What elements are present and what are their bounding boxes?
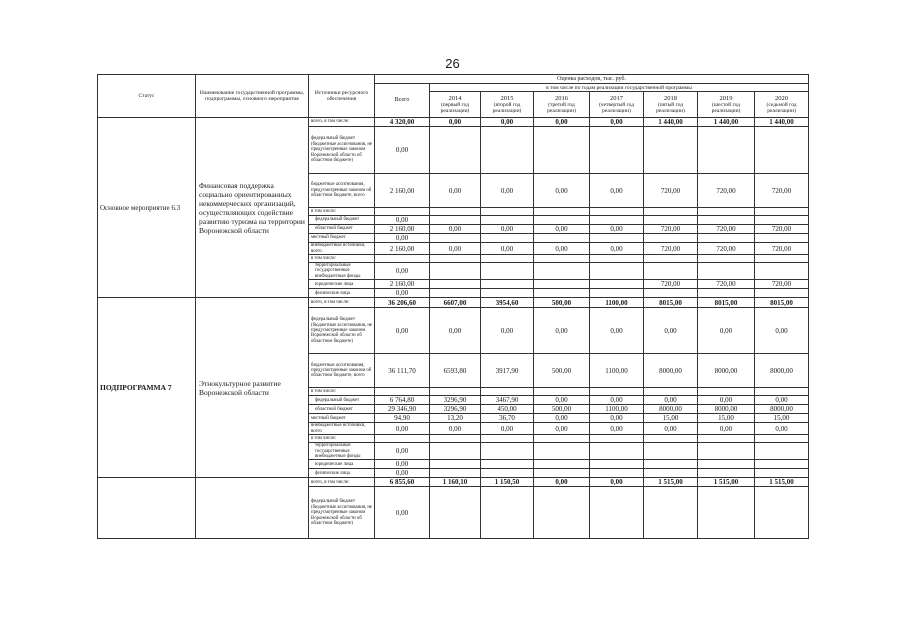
year-value: 1 440,00 — [644, 118, 698, 127]
year-value: 0,00 — [590, 414, 644, 423]
year-value: 0,00 — [755, 308, 809, 354]
year-value — [755, 388, 809, 396]
source-label: областной бюджет — [309, 405, 375, 414]
source-label: федеральный бюджет (бюджетные ассигнования, не предусмотренные законом Воронежской области об областном бюджете) — [309, 487, 375, 539]
year-value: 0,00 — [534, 423, 590, 435]
year-value: 3296,90 — [430, 405, 481, 414]
year-value: 0,00 — [534, 414, 590, 423]
year-value — [481, 443, 534, 460]
total-value: 2 160,00 — [375, 280, 430, 289]
year-value: 720,00 — [698, 280, 755, 289]
source-label: в том числе: — [309, 388, 375, 396]
year-value: 1 440,00 — [755, 118, 809, 127]
year-value: 0,00 — [590, 308, 644, 354]
year-value: 6607,00 — [430, 298, 481, 308]
source-label: местный бюджет — [309, 234, 375, 243]
header-year-number: 2018 — [664, 94, 677, 102]
year-value: 15,00 — [698, 414, 755, 423]
year-value: 720,00 — [644, 225, 698, 234]
block-name — [196, 478, 309, 539]
year-value: 720,00 — [755, 280, 809, 289]
year-value — [430, 487, 481, 539]
year-value — [755, 127, 809, 174]
year-value: 500,00 — [534, 354, 590, 388]
total-value: 0,00 — [375, 443, 430, 460]
year-value — [698, 435, 755, 443]
year-value — [698, 388, 755, 396]
total-value: 0,00 — [375, 127, 430, 174]
year-value: 8015,00 — [755, 298, 809, 308]
year-value — [481, 255, 534, 263]
table-row — [98, 298, 809, 308]
year-value — [481, 234, 534, 243]
year-value — [430, 435, 481, 443]
year-value — [698, 469, 755, 478]
budget-table — [97, 74, 809, 539]
year-value — [698, 289, 755, 298]
header-year-number: 2016 — [555, 94, 568, 102]
year-value — [481, 127, 534, 174]
year-value: 0,00 — [481, 423, 534, 435]
year-value — [534, 388, 590, 396]
source-label: всего, в том числе: — [309, 478, 375, 487]
year-value — [590, 435, 644, 443]
year-value — [755, 435, 809, 443]
page-number: 26 — [445, 56, 460, 71]
year-value — [590, 255, 644, 263]
source-label: федеральный бюджет — [309, 396, 375, 405]
total-value: 0,00 — [375, 423, 430, 435]
total-value: 2 160,00 — [375, 243, 430, 255]
header-name: Наименование государственной программы, подпрограммы, основного мероприятия — [196, 75, 309, 118]
year-value — [430, 280, 481, 289]
year-value: 8000,00 — [644, 354, 698, 388]
year-value — [481, 280, 534, 289]
header-year-number: 2015 — [500, 94, 514, 102]
source-label: внебюджетные источники, всего — [309, 423, 375, 435]
year-value: 0,00 — [590, 478, 644, 487]
header-status: Статус — [98, 75, 196, 118]
year-value: 0,00 — [481, 308, 534, 354]
year-value: 8000,00 — [644, 405, 698, 414]
year-value — [698, 216, 755, 225]
header-year — [481, 92, 534, 118]
year-value: 1 440,00 — [698, 118, 755, 127]
total-value: 36 111,70 — [375, 354, 430, 388]
year-value — [698, 234, 755, 243]
source-label: в том числе: — [309, 255, 375, 263]
year-value: 0,00 — [430, 118, 481, 127]
year-value: 0,00 — [698, 308, 755, 354]
total-value — [375, 255, 430, 263]
source-label: в том числе: — [309, 208, 375, 216]
year-value: 500,00 — [534, 298, 590, 308]
total-value — [375, 208, 430, 216]
block-name: Этнокультурное развитие Воронежской области — [196, 298, 309, 478]
header-year-number: 2019 — [719, 94, 733, 102]
year-value — [534, 208, 590, 216]
year-value: 8015,00 — [644, 298, 698, 308]
year-value — [481, 460, 534, 469]
total-value: 2 160,00 — [375, 225, 430, 234]
header-year-label: (седьмой год реализации) — [766, 101, 797, 114]
year-value: 36,70 — [481, 414, 534, 423]
year-value: 8000,00 — [698, 405, 755, 414]
year-value: 15,00 — [755, 414, 809, 423]
year-value — [430, 208, 481, 216]
year-value: 8000,00 — [755, 405, 809, 414]
year-value — [534, 216, 590, 225]
year-value: 720,00 — [698, 225, 755, 234]
year-value: 0,00 — [534, 174, 590, 208]
year-value — [590, 234, 644, 243]
year-value — [755, 443, 809, 460]
year-value — [644, 234, 698, 243]
year-value — [534, 255, 590, 263]
year-value — [534, 469, 590, 478]
year-value — [430, 469, 481, 478]
year-value: 0,00 — [590, 225, 644, 234]
year-value — [534, 127, 590, 174]
total-value: 0,00 — [375, 263, 430, 280]
year-value — [755, 255, 809, 263]
year-value — [698, 263, 755, 280]
year-value — [534, 263, 590, 280]
total-value: 4 320,00 — [375, 118, 430, 127]
year-value: 1 160,10 — [430, 478, 481, 487]
year-value: 0,00 — [481, 225, 534, 234]
year-value — [590, 388, 644, 396]
year-value — [481, 469, 534, 478]
year-value: 0,00 — [430, 423, 481, 435]
year-value — [534, 234, 590, 243]
total-value: 0,00 — [375, 487, 430, 539]
year-value — [644, 208, 698, 216]
year-value — [430, 263, 481, 280]
total-value: 0,00 — [375, 308, 430, 354]
source-label: в том числе: — [309, 435, 375, 443]
total-value: 0,00 — [375, 289, 430, 298]
year-value — [590, 469, 644, 478]
year-value — [698, 127, 755, 174]
year-value — [481, 263, 534, 280]
header-year-label: (четвертый год реализации) — [598, 101, 635, 114]
year-value: 0,00 — [481, 174, 534, 208]
year-value: 1 515,00 — [644, 478, 698, 487]
year-value — [430, 234, 481, 243]
source-label: всего, в том числе: — [309, 298, 375, 308]
year-value: 0,00 — [644, 308, 698, 354]
source-label: юридические лица — [309, 460, 375, 469]
year-value — [755, 208, 809, 216]
year-value: 6593,80 — [430, 354, 481, 388]
year-value: 1100,00 — [590, 354, 644, 388]
header-year — [430, 92, 481, 118]
block-name: Финансовая поддержка социально ориентированных некоммерческих организаций, осуществляющих содействие развитию туризма на территории Воронежской области — [196, 118, 309, 298]
header-year-number: 2017 — [610, 94, 623, 102]
year-value: 0,00 — [590, 174, 644, 208]
year-value: 0,00 — [430, 308, 481, 354]
year-value — [590, 127, 644, 174]
year-value: 13,20 — [430, 414, 481, 423]
year-value — [644, 469, 698, 478]
year-value: 3917,90 — [481, 354, 534, 388]
source-label: областной бюджет — [309, 225, 375, 234]
total-value: 36 206,60 — [375, 298, 430, 308]
total-value — [375, 388, 430, 396]
year-value — [644, 443, 698, 460]
year-value — [534, 289, 590, 298]
year-value: 0,00 — [430, 225, 481, 234]
year-value: 0,00 — [590, 396, 644, 405]
year-value: 720,00 — [755, 243, 809, 255]
header-year-label: (шестой год реализации) — [711, 101, 741, 114]
block-status: Основное мероприятие 6.3 — [98, 118, 196, 298]
table-row — [98, 478, 809, 487]
year-value: 8015,00 — [698, 298, 755, 308]
year-value — [644, 435, 698, 443]
total-value: 0,00 — [375, 460, 430, 469]
year-value — [430, 388, 481, 396]
year-value — [430, 127, 481, 174]
year-value — [481, 388, 534, 396]
source-label: местный бюджет — [309, 414, 375, 423]
year-value: 8000,00 — [755, 354, 809, 388]
year-value — [534, 487, 590, 539]
year-value: 0,00 — [481, 243, 534, 255]
header-year — [755, 92, 809, 118]
year-value: 0,00 — [644, 423, 698, 435]
year-value: 3954,60 — [481, 298, 534, 308]
year-value: 0,00 — [755, 396, 809, 405]
year-value — [534, 460, 590, 469]
header-year-label: (первый год реализации) — [440, 101, 470, 114]
year-value: 0,00 — [534, 225, 590, 234]
year-value: 1100,00 — [590, 405, 644, 414]
year-value — [590, 460, 644, 469]
year-value — [644, 289, 698, 298]
header-year — [644, 92, 698, 118]
header-estimate: Оценка расходов, тыс. руб. — [375, 75, 809, 84]
year-value — [430, 443, 481, 460]
year-value — [590, 289, 644, 298]
header-year-label: (третий год реализации) — [547, 101, 576, 114]
year-value — [534, 280, 590, 289]
year-value — [534, 435, 590, 443]
year-value: 0,00 — [534, 308, 590, 354]
year-value — [698, 208, 755, 216]
source-label: бюджетные ассигнования, предусмотренные законом об областном бюджете, всего — [309, 174, 375, 208]
year-value: 0,00 — [590, 243, 644, 255]
year-value — [755, 263, 809, 280]
source-label: территориальные государственные внебюджетные фонды — [309, 263, 375, 280]
header-year-number: 2020 — [775, 94, 789, 102]
block-status — [98, 478, 196, 539]
year-value: 0,00 — [534, 396, 590, 405]
year-value — [481, 208, 534, 216]
table-row — [98, 118, 809, 127]
header-year-label: (пятый год реализации) — [656, 101, 685, 114]
year-value — [481, 487, 534, 539]
source-label: федеральный бюджет (бюджетные ассигнования, не предусмотренные законом Воронежской области об областном бюджете) — [309, 308, 375, 354]
year-value — [644, 388, 698, 396]
year-value — [644, 255, 698, 263]
year-value: 1 515,00 — [698, 478, 755, 487]
year-value: 720,00 — [698, 174, 755, 208]
year-value — [644, 216, 698, 225]
total-value: 0,00 — [375, 216, 430, 225]
year-value: 0,00 — [534, 478, 590, 487]
year-value: 0,00 — [430, 174, 481, 208]
total-value: 2 160,00 — [375, 174, 430, 208]
year-value: 720,00 — [644, 174, 698, 208]
total-value: 0,00 — [375, 469, 430, 478]
year-value: 0,00 — [481, 118, 534, 127]
header-total: Всего — [375, 84, 430, 118]
year-value — [755, 460, 809, 469]
year-value: 720,00 — [698, 243, 755, 255]
year-value: 0,00 — [590, 423, 644, 435]
year-value — [755, 487, 809, 539]
year-value — [430, 255, 481, 263]
year-value — [698, 460, 755, 469]
year-value: 0,00 — [430, 243, 481, 255]
year-value — [481, 216, 534, 225]
year-value — [481, 289, 534, 298]
header-year-number: 2014 — [448, 94, 462, 102]
year-value — [430, 216, 481, 225]
year-value — [698, 443, 755, 460]
header-by-years: в том числе по годам реализации государственной программы — [430, 84, 809, 92]
year-value — [430, 289, 481, 298]
year-value: 720,00 — [755, 174, 809, 208]
year-value — [755, 216, 809, 225]
year-value — [644, 263, 698, 280]
year-value — [644, 127, 698, 174]
year-value — [698, 255, 755, 263]
total-value: 29 346,90 — [375, 405, 430, 414]
year-value: 0,00 — [590, 118, 644, 127]
year-value: 720,00 — [644, 243, 698, 255]
total-value: 6 855,60 — [375, 478, 430, 487]
year-value: 0,00 — [698, 423, 755, 435]
header-year-label: (второй год реализации) — [492, 101, 522, 114]
source-label: внебюджетные источники, всего — [309, 243, 375, 255]
year-value: 1 515,00 — [755, 478, 809, 487]
year-value: 1100,00 — [590, 298, 644, 308]
year-value — [590, 208, 644, 216]
header-year — [534, 92, 590, 118]
year-value — [534, 443, 590, 460]
year-value: 1 150,50 — [481, 478, 534, 487]
total-value: 6 764,80 — [375, 396, 430, 405]
year-value: 0,00 — [698, 396, 755, 405]
source-label: юридические лица — [309, 280, 375, 289]
year-value — [590, 487, 644, 539]
year-value — [430, 460, 481, 469]
year-value: 0,00 — [755, 423, 809, 435]
source-label: территориальные государственные внебюджетные фонды — [309, 443, 375, 460]
total-value: 94,90 — [375, 414, 430, 423]
year-value — [590, 443, 644, 460]
year-value — [590, 216, 644, 225]
source-label: бюджетные ассигнования, предусмотренные законом об областном бюджете, всего — [309, 354, 375, 388]
year-value: 3296,90 — [430, 396, 481, 405]
header-year — [590, 92, 644, 118]
source-label: всего, в том числе: — [309, 118, 375, 127]
year-value — [755, 234, 809, 243]
year-value — [644, 460, 698, 469]
source-label: федеральный бюджет (бюджетные ассигнования, не предусмотренные законом Воронежской области об областном бюджете) — [309, 127, 375, 174]
total-value — [375, 435, 430, 443]
year-value — [755, 469, 809, 478]
year-value: 450,00 — [481, 405, 534, 414]
source-label: физические лица — [309, 289, 375, 298]
header-year — [698, 92, 755, 118]
year-value — [590, 280, 644, 289]
year-value: 0,00 — [534, 118, 590, 127]
source-label: федеральный бюджет — [309, 216, 375, 225]
year-value: 8000,00 — [698, 354, 755, 388]
total-value: 0,00 — [375, 234, 430, 243]
year-value: 720,00 — [755, 225, 809, 234]
year-value: 0,00 — [644, 396, 698, 405]
year-value: 720,00 — [644, 280, 698, 289]
year-value — [481, 435, 534, 443]
year-value — [698, 487, 755, 539]
year-value: 3467,90 — [481, 396, 534, 405]
year-value: 0,00 — [534, 243, 590, 255]
year-value: 500,00 — [534, 405, 590, 414]
year-value — [644, 487, 698, 539]
year-value — [590, 263, 644, 280]
year-value — [755, 289, 809, 298]
year-value: 15,00 — [644, 414, 698, 423]
source-label: физические лица — [309, 469, 375, 478]
block-status: ПОДПРОГРАММА 7 — [98, 298, 196, 478]
header-source: Источники ресурсного обеспечения — [309, 75, 375, 118]
